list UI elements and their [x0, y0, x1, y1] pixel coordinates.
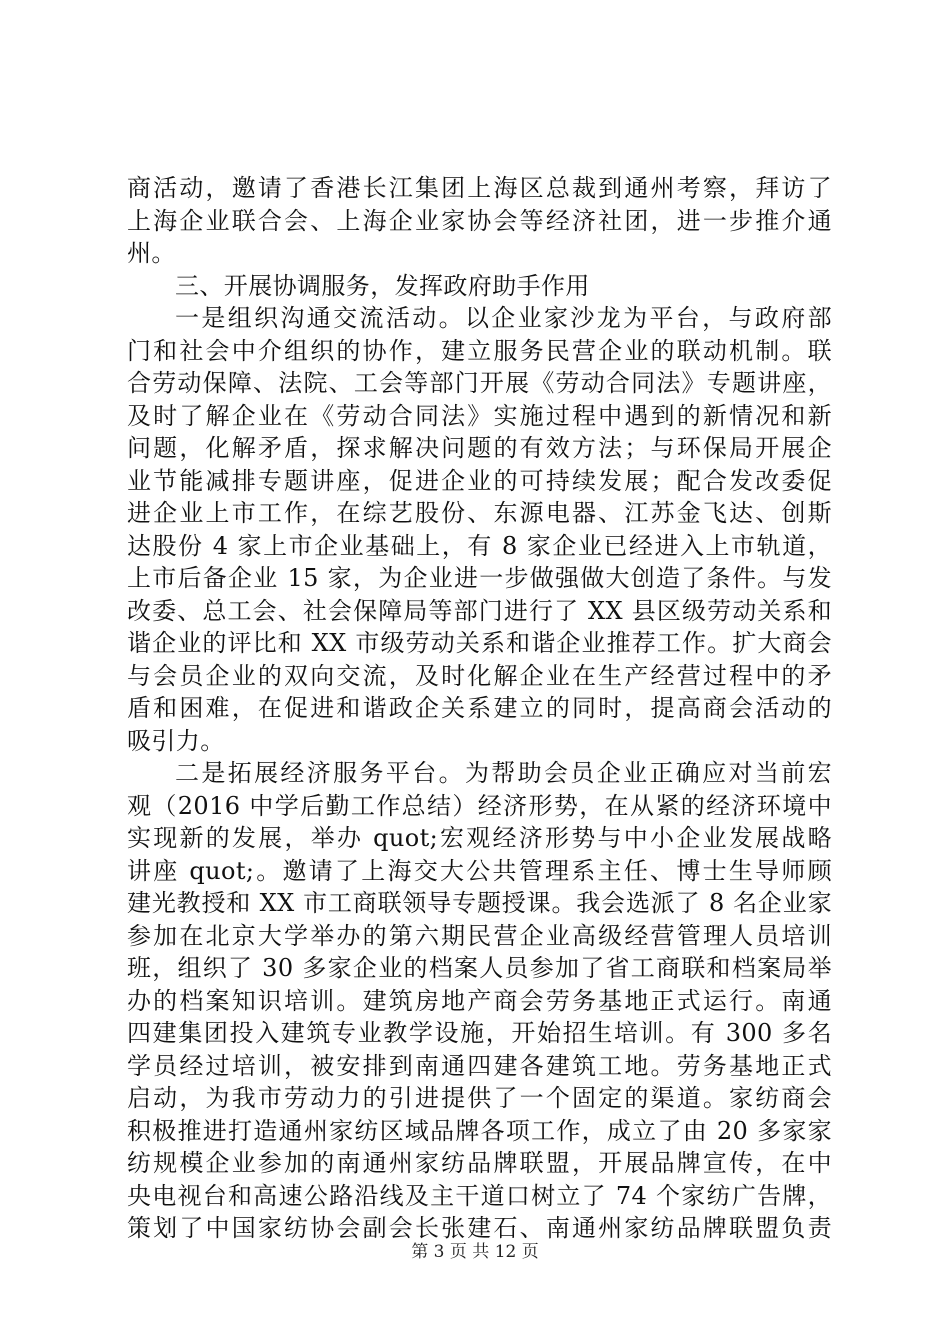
text-line: 改委、总工会、社会保障局等部门进行了 XX 县区级劳动关系和 — [127, 596, 832, 625]
paragraph-start-line: 二是拓展经济服务平台。为帮助会员企业正确应对当前宏 — [175, 759, 832, 787]
text-line: 学员经过培训，被安排到南通四建各建筑工地。劳务基地正式 — [127, 1051, 832, 1080]
text-line: 策划了中国家纺协会副会长张建石、南通州家纺品牌联盟负责 — [127, 1214, 832, 1242]
text-line: 上市后备企业 15 家，为企业进一步做强做大创造了条件。与发 — [127, 564, 832, 592]
text-line: 上海企业联合会、上海企业家协会等经济社团，进一步推介通 — [127, 206, 832, 235]
text-line: 参加在北京大学举办的第六期民营企业高级经营管理人员培训 — [127, 921, 832, 950]
text-line: 合劳动保障、法院、工会等部门开展《劳动合同法》专题讲座， — [127, 369, 832, 397]
text-line: 与会员企业的双向交流，及时化解企业在生产经营过程中的矛 — [127, 661, 832, 690]
text-line: 谐企业的评比和 XX 市级劳动关系和谐企业推荐工作。扩大商会 — [127, 629, 832, 657]
text-line: 四建集团投入建筑专业教学设施，开始招生培训。有 300 多名 — [127, 1019, 832, 1047]
text-line: 纺规模企业参加的南通州家纺品牌联盟，开展品牌宣传，在中 — [127, 1149, 832, 1177]
text-line: 讲座 quot;。邀请了上海交大公共管理系主任、博士生导师顾 — [127, 856, 832, 885]
text-line: 建光教授和 XX 市工商联领导专题授课。我会选派了 8 名企业家 — [127, 889, 832, 917]
text-line: 进企业上市工作，在综艺股份、东源电器、江苏金飞达、创斯 — [127, 499, 832, 527]
page-footer: 第 3 页 共 12 页 — [411, 1242, 539, 1262]
paragraph-start-line: 一是组织沟通交流活动。以企业家沙龙为平台，与政府部 — [175, 304, 832, 332]
text-line: 积极推进打造通州家纺区域品牌各项工作，成立了由 20 多家家 — [127, 1116, 832, 1145]
text-line: 观（2016 中学后勤工作总结）经济形势，在从紧的经济环境中 — [127, 791, 832, 820]
text-line: 商活动，邀请了香港长江集团上海区总裁到通州考察，拜访了 — [127, 174, 832, 202]
document-body — [127, 172, 832, 1245]
text-line: 实现新的发展，举办 quot;宏观经济形势与中小企业发展战略 — [127, 824, 832, 852]
text-line: 业节能减排专题讲座，促进企业的可持续发展；配合发改委促 — [127, 466, 832, 495]
text-line: 州。 — [127, 239, 176, 267]
text-line: 门和社会中介组织的协作，建立服务民营企业的联动机制。联 — [127, 336, 832, 365]
text-line: 盾和困难，在促进和谐政企关系建立的同时，提高商会活动的 — [127, 694, 832, 722]
section-heading: 三、开展协调服务，发挥政府助手作用 — [175, 271, 590, 300]
text-line: 央电视台和高速公路沿线及主干道口树立了 74 个家纺广告牌， — [127, 1181, 832, 1210]
text-line: 问题，化解矛盾，探求解决问题的有效方法；与环保局开展企 — [127, 434, 832, 462]
text-line: 及时了解企业在《劳动合同法》实施过程中遇到的新情况和新 — [127, 401, 832, 430]
text-line: 办的档案知识培训。建筑房地产商会劳务基地正式运行。南通 — [127, 986, 832, 1015]
text-line: 启动，为我市劳动力的引进提供了一个固定的渠道。家纺商会 — [127, 1084, 832, 1112]
text-line: 吸引力。 — [127, 726, 225, 755]
text-line: 达股份 4 家上市企业基础上，有 8 家企业已经进入上市轨道， — [127, 531, 832, 560]
text-line: 班，组织了 30 多家企业的档案人员参加了省工商联和档案局举 — [127, 954, 832, 982]
